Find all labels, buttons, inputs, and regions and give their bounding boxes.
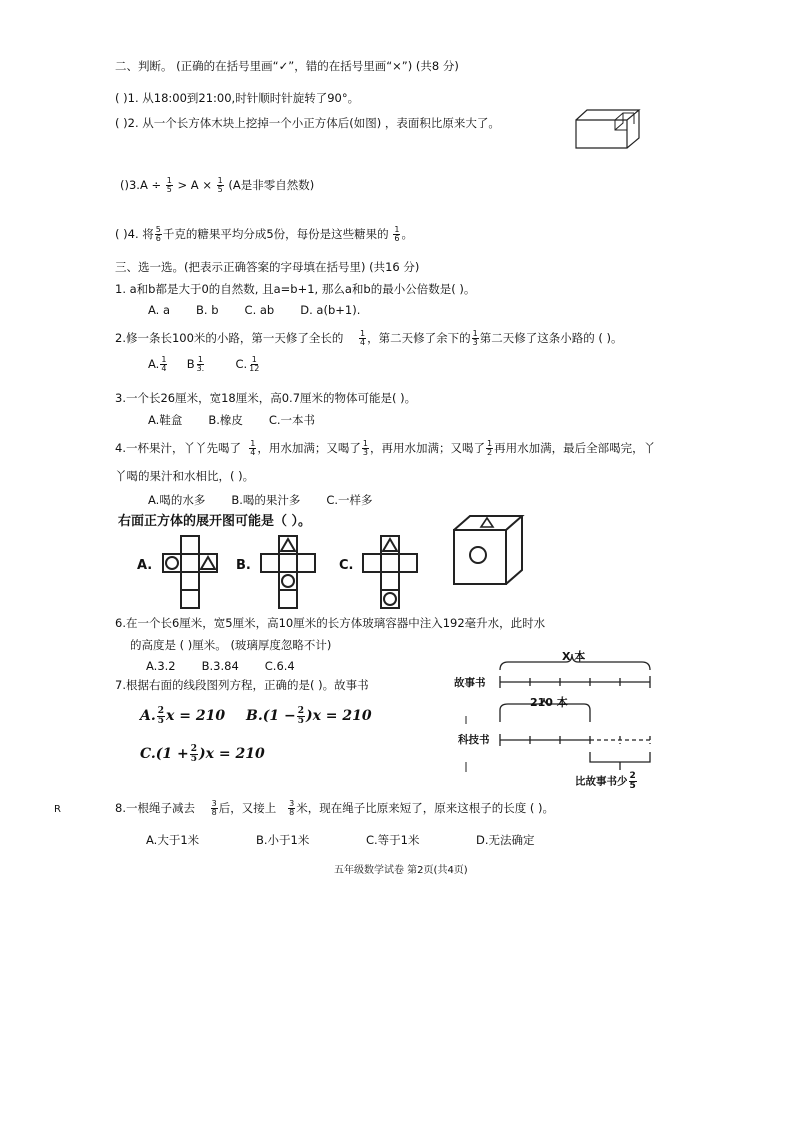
choice-q3: 3.一个长26厘米，宽18厘米，高0.7厘米的物体可能是( )。 (115, 391, 417, 405)
net-label-b: B. (236, 558, 251, 573)
cube-3d (452, 514, 524, 586)
judge-q2: ( )2. 从一个长方体木块上挖掉一个小正方体后(如图) ，表面积比原来大了。 (115, 116, 500, 130)
diagram-mid-label: 210 本 (530, 696, 568, 709)
choice-q4-line2: 丫喝的果汁和水相比，( )。 (115, 469, 255, 483)
margin-mark: R (54, 804, 61, 815)
choice-q4-options: A.喝的水多 B.喝的果汁多 C.一样多 (148, 493, 373, 507)
choice-q1-options: A. a B. b C. ab D. a(b+1). (148, 303, 361, 317)
section2-header: 二、判断。 (正确的在括号里画“✓”，错的在括号里画“×”) (共8 分) (115, 59, 459, 73)
q7-option-a: A. $\frac{2}{5}$ x = 210 (140, 705, 226, 726)
choice-q8: 8.一根绳子减去 $\frac{3}{8}$ 后，又接上 $\frac{3}{8}$ 米，现在绳子比原来短了，原来这根子的长度 ( )。 (115, 799, 555, 817)
section3-header: 三、选一选。(把表示正确答案的字母填在括号里) (共16 分) (115, 260, 420, 274)
choice-q2-options: A. $\frac{1}{4}$ B $\frac{1}{3.}$ C. $\frac{1}{12}$ (148, 355, 260, 373)
choice-q2: 2.修一条长100米的小路，第一天修了全长的 $\frac{1}{4}$ ，第二天修了余下的 $\frac{1}{3}$ 第二天修了这条小路的 ( )。 (115, 329, 623, 347)
cube-net-b (258, 534, 320, 610)
judge-q1: ( )1. 从18:00到21:00,时针顺时针旋转了90°。 (115, 91, 360, 105)
choice-q7: 7.根据右面的线段图列方程，正确的是( )。故事书 (115, 678, 369, 692)
judge-q3: ()3.A ÷ $\frac{1}{5}$ > A × $\frac{1}{5}$ (A是非零自然数) (120, 176, 315, 194)
diagram-sci-label: 科技书 (458, 734, 490, 746)
choice-q1: 1. a和b都是大于0的自然数, 且a=b+1, 那么a和b的最小公倍数是( )。 (115, 282, 476, 296)
choice-q4: 4.一杯果汁，丫丫先喝了 $\frac{1}{4}$ ，用水加满；又喝了 $\frac{1}{3}$ ，再用水加满；又喝了 $\frac{1}{2}$ 再用水加满，最后全部喝完，丫 (115, 439, 656, 457)
page-footer: 五年级数学试卷 第2页(共4页) (334, 865, 468, 876)
segment-diagram (448, 644, 656, 790)
q7-option-c: C.(1 + $\frac{2}{5}$ )x = 210 (140, 743, 265, 764)
choice-q8-options: A.大于1米 B.小于1米 C.等于1米 D.无法确定 (146, 833, 535, 847)
net-label-c: C. (339, 558, 354, 573)
cube-net-a (160, 534, 222, 610)
diagram-top-label: X 本 (562, 650, 586, 663)
cube-net-c (360, 534, 422, 610)
diagram-bottom-label: 比故事书少 $\frac{2}{5}$ (575, 771, 636, 791)
choice-q5-title: 右面正方体的展开图可能是（ ）。 (118, 514, 312, 529)
net-label-a: A. (137, 558, 153, 573)
choice-q6-line2: 的高度是 ( )厘米。 (玻璃厚度忽略不计) (130, 638, 332, 652)
choice-q6-options: A.3.2 B.3.84 C.6.4 (146, 659, 295, 673)
choice-q3-options: A.鞋盒 B.橡皮 C.一本书 (148, 413, 316, 427)
q7-option-b: B.(1 − $\frac{2}{5}$ )x = 210 (246, 705, 372, 726)
judge-q4: ( )4. 将 $\frac{5}{6}$ 千克的糖果平均分成5份，每份是这些糖果的 $\frac{1}{6}$ 。 (115, 225, 413, 243)
choice-q6-line1: 6.在一个长6厘米，宽5厘米，高10厘米的长方体玻璃容器中注入192毫升水，此时水 (115, 616, 546, 630)
diagram-story-label: 故事书 (454, 677, 486, 689)
cuboid-figure (575, 108, 641, 150)
